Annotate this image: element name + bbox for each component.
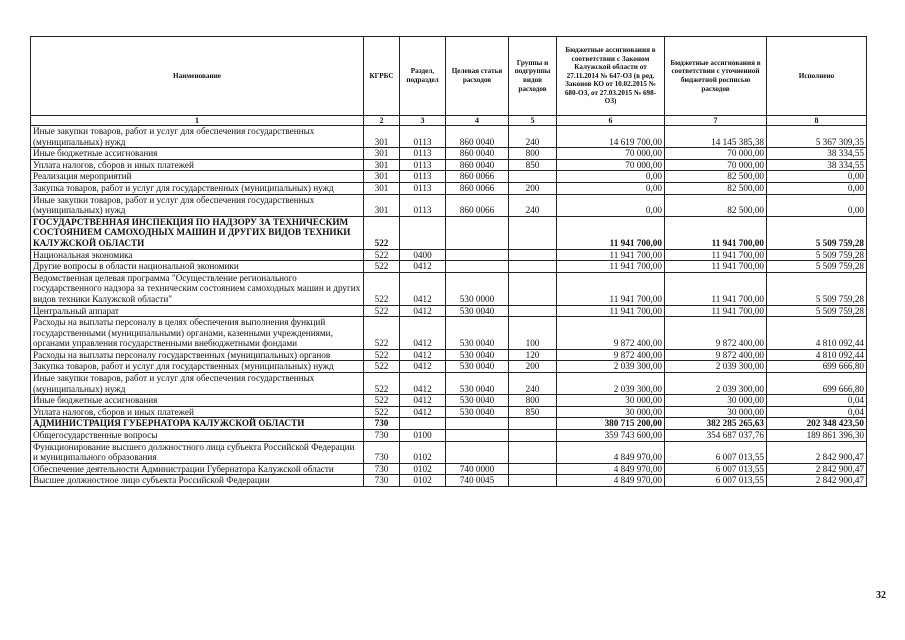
row-name: Другие вопросы в области национальной экономики — [31, 261, 364, 273]
row-law-amount: 9 872 400,00 — [557, 317, 665, 350]
row-target: 530 0040 — [446, 395, 509, 407]
row-refined-amount: 11 941 700,00 — [665, 272, 767, 305]
column-number: 8 — [767, 116, 867, 126]
row-law-amount: 359 743 600,00 — [557, 430, 665, 442]
row-name: Иные закупки товаров, работ и услуг для обеспечения государственных (муниципальных) нужд — [31, 126, 364, 148]
table-row — [31, 126, 867, 148]
row-kgrbs: 301 — [364, 171, 400, 183]
row-executed-amount: 2 842 900,47 — [767, 441, 867, 463]
header-groups: Группы и подгруппы видов расходов — [509, 37, 557, 116]
row-target: 860 0040 — [446, 159, 509, 171]
row-group — [509, 249, 557, 261]
row-executed-amount: 0,00 — [767, 182, 867, 194]
row-kgrbs: 522 — [364, 249, 400, 261]
row-group: 200 — [509, 182, 557, 194]
row-section: 0113 — [400, 182, 446, 194]
row-group — [509, 272, 557, 305]
row-group: 200 — [509, 361, 557, 373]
row-name: Общегосударственные вопросы — [31, 430, 364, 442]
row-target: 530 0000 — [446, 272, 509, 305]
row-target — [446, 261, 509, 273]
row-section: 0412 — [400, 373, 446, 395]
row-section: 0412 — [400, 261, 446, 273]
row-target: 530 0040 — [446, 361, 509, 373]
header-law: Бюджетные ассигнования в соответствии с Законом Калужской области от 27.11.2014 № 647-ОЗ (в ред. Законов КО от 10.02.2015 № 680-ОЗ, от 27.03.2015 № 698-ОЗ) — [557, 37, 665, 116]
row-kgrbs: 522 — [364, 349, 400, 361]
row-section: 0412 — [400, 272, 446, 305]
row-refined-amount: 30 000,00 — [665, 406, 767, 418]
row-refined-amount: 6 007 013,55 — [665, 441, 767, 463]
row-refined-amount: 382 285 265,63 — [665, 418, 767, 430]
row-section: 0412 — [400, 349, 446, 361]
row-target — [446, 430, 509, 442]
row-executed-amount: 5 509 759,28 — [767, 305, 867, 317]
row-target: 530 0040 — [446, 317, 509, 350]
row-target — [446, 249, 509, 261]
row-refined-amount: 82 500,00 — [665, 182, 767, 194]
row-section: 0113 — [400, 159, 446, 171]
row-executed-amount: 38 334,55 — [767, 148, 867, 160]
column-number: 2 — [364, 116, 400, 126]
header-executed: Исполнено — [767, 37, 867, 116]
row-law-amount: 11 941 700,00 — [557, 249, 665, 261]
row-executed-amount: 0,00 — [767, 194, 867, 216]
row-refined-amount: 70 000,00 — [665, 159, 767, 171]
row-name: Расходы на выплаты персоналу в целях обеспечения выполнения функций государственными (муниципальными) органами, казенными учреждениями, органами управления государственными внебюджетными фондами — [31, 317, 364, 350]
row-group: 240 — [509, 373, 557, 395]
header-target: Целевая статья расходов — [446, 37, 509, 116]
row-name: Ведомственная целевая программа "Осуществление регионального государственного надзора за техническим состоянием самоходных машин и других видов техники Калужской области" — [31, 272, 364, 305]
row-executed-amount: 4 810 092,44 — [767, 349, 867, 361]
row-executed-amount: 5 509 759,28 — [767, 272, 867, 305]
column-number: 1 — [31, 116, 364, 126]
row-law-amount: 70 000,00 — [557, 148, 665, 160]
row-section: 0102 — [400, 475, 446, 487]
row-target — [446, 216, 509, 249]
row-name: Иные бюджетные ассигнования — [31, 148, 364, 160]
row-refined-amount: 14 145 385,38 — [665, 126, 767, 148]
table-row — [31, 249, 867, 261]
row-executed-amount: 0,04 — [767, 406, 867, 418]
row-kgrbs: 522 — [364, 361, 400, 373]
row-executed-amount: 2 842 900,47 — [767, 463, 867, 475]
column-number: 3 — [400, 116, 446, 126]
row-target: 860 0066 — [446, 194, 509, 216]
row-law-amount: 0,00 — [557, 194, 665, 216]
row-law-amount: 30 000,00 — [557, 406, 665, 418]
header-kgrbs: КГРБС — [364, 37, 400, 116]
row-kgrbs: 522 — [364, 373, 400, 395]
row-section: 0412 — [400, 395, 446, 407]
table-row — [31, 418, 867, 430]
table-row — [31, 406, 867, 418]
table-row — [31, 159, 867, 171]
row-name: Закупка товаров, работ и услуг для государственных (муниципальных) нужд — [31, 182, 364, 194]
row-target: 530 0040 — [446, 373, 509, 395]
row-group: 240 — [509, 194, 557, 216]
row-name: Обеспечение деятельности Администрации Губернатора Калужской области — [31, 463, 364, 475]
column-number: 7 — [665, 116, 767, 126]
row-target — [446, 441, 509, 463]
row-group: 240 — [509, 126, 557, 148]
row-refined-amount: 11 941 700,00 — [665, 261, 767, 273]
table-row — [31, 182, 867, 194]
row-group — [509, 171, 557, 183]
row-kgrbs: 522 — [364, 272, 400, 305]
row-law-amount: 9 872 400,00 — [557, 349, 665, 361]
row-law-amount: 11 941 700,00 — [557, 305, 665, 317]
row-name: Высшее должностное лицо субъекта Российской Федерации — [31, 475, 364, 487]
row-law-amount: 0,00 — [557, 171, 665, 183]
table-row — [31, 272, 867, 305]
row-group: 800 — [509, 148, 557, 160]
row-target: 860 0066 — [446, 171, 509, 183]
row-target: 860 0066 — [446, 182, 509, 194]
table-row — [31, 261, 867, 273]
row-refined-amount: 11 941 700,00 — [665, 305, 767, 317]
row-executed-amount: 4 810 092,44 — [767, 317, 867, 350]
table-row — [31, 194, 867, 216]
row-executed-amount: 0,00 — [767, 171, 867, 183]
column-number: 4 — [446, 116, 509, 126]
row-kgrbs: 522 — [364, 395, 400, 407]
row-name: Иные бюджетные ассигнования — [31, 395, 364, 407]
row-section: 0113 — [400, 171, 446, 183]
row-name: ГОСУДАРСТВЕННАЯ ИНСПЕКЦИЯ ПО НАДЗОРУ ЗА ТЕХНИЧЕСКИМ СОСТОЯНИЕМ САМОХОДНЫХ МАШИН И ДРУГИХ ВИДОВ ТЕХНИКИ КАЛУЖСКОЙ ОБЛАСТИ — [31, 216, 364, 249]
row-kgrbs: 522 — [364, 261, 400, 273]
row-kgrbs: 730 — [364, 463, 400, 475]
header-name: Наименование — [31, 37, 364, 116]
row-law-amount: 0,00 — [557, 182, 665, 194]
row-section: 0412 — [400, 305, 446, 317]
row-kgrbs: 522 — [364, 216, 400, 249]
header-refined: Бюджетные ассигнования в соответствии с уточненной бюджетной росписью расходов — [665, 37, 767, 116]
row-section — [400, 216, 446, 249]
row-group — [509, 430, 557, 442]
table-row — [31, 171, 867, 183]
row-target: 530 0040 — [446, 406, 509, 418]
row-target: 740 0045 — [446, 475, 509, 487]
row-executed-amount: 2 842 900,47 — [767, 475, 867, 487]
row-kgrbs: 301 — [364, 159, 400, 171]
row-law-amount: 11 941 700,00 — [557, 272, 665, 305]
table-row — [31, 305, 867, 317]
row-kgrbs: 301 — [364, 148, 400, 160]
row-executed-amount: 0,04 — [767, 395, 867, 407]
row-refined-amount: 9 872 400,00 — [665, 349, 767, 361]
row-kgrbs: 730 — [364, 430, 400, 442]
row-refined-amount: 2 039 300,00 — [665, 361, 767, 373]
table-header-row — [31, 37, 867, 116]
row-kgrbs: 730 — [364, 418, 400, 430]
row-kgrbs: 522 — [364, 305, 400, 317]
row-group: 850 — [509, 406, 557, 418]
row-law-amount: 11 941 700,00 — [557, 261, 665, 273]
row-name: Уплата налогов, сборов и иных платежей — [31, 159, 364, 171]
row-executed-amount: 699 666,80 — [767, 373, 867, 395]
row-name: Иные закупки товаров, работ и услуг для обеспечения государственных (муниципальных) нужд — [31, 373, 364, 395]
row-kgrbs: 730 — [364, 475, 400, 487]
row-refined-amount: 82 500,00 — [665, 171, 767, 183]
row-section: 0102 — [400, 441, 446, 463]
row-section: 0113 — [400, 148, 446, 160]
row-section: 0113 — [400, 194, 446, 216]
row-target: 860 0040 — [446, 126, 509, 148]
row-kgrbs: 730 — [364, 441, 400, 463]
row-name: АДМИНИСТРАЦИЯ ГУБЕРНАТОРА КАЛУЖСКОЙ ОБЛАСТИ — [31, 418, 364, 430]
row-name: Центральный аппарат — [31, 305, 364, 317]
row-group — [509, 463, 557, 475]
row-refined-amount: 6 007 013,55 — [665, 463, 767, 475]
row-group: 850 — [509, 159, 557, 171]
page-number: 32 — [876, 590, 886, 601]
budget-table — [30, 36, 867, 487]
row-executed-amount: 5 509 759,28 — [767, 261, 867, 273]
row-law-amount: 30 000,00 — [557, 395, 665, 407]
row-refined-amount: 82 500,00 — [665, 194, 767, 216]
header-section: Раздел, подраздел — [400, 37, 446, 116]
row-refined-amount: 11 941 700,00 — [665, 249, 767, 261]
row-executed-amount: 38 334,55 — [767, 159, 867, 171]
table-row — [31, 349, 867, 361]
table-row — [31, 317, 867, 350]
row-group — [509, 475, 557, 487]
table-row — [31, 430, 867, 442]
row-group — [509, 418, 557, 430]
table-body — [31, 126, 867, 487]
table-row — [31, 373, 867, 395]
row-kgrbs: 522 — [364, 317, 400, 350]
column-number: 5 — [509, 116, 557, 126]
row-law-amount: 70 000,00 — [557, 159, 665, 171]
row-law-amount: 2 039 300,00 — [557, 373, 665, 395]
row-group — [509, 261, 557, 273]
row-section: 0412 — [400, 406, 446, 418]
row-refined-amount: 6 007 013,55 — [665, 475, 767, 487]
table-row — [31, 148, 867, 160]
row-executed-amount: 5 367 309,35 — [767, 126, 867, 148]
row-name: Иные закупки товаров, работ и услуг для обеспечения государственных (муниципальных) нужд — [31, 194, 364, 216]
row-group: 120 — [509, 349, 557, 361]
row-target: 860 0040 — [446, 148, 509, 160]
column-number-row — [31, 116, 867, 126]
row-section: 0412 — [400, 317, 446, 350]
row-executed-amount: 699 666,80 — [767, 361, 867, 373]
row-name: Уплата налогов, сборов и иных платежей — [31, 406, 364, 418]
row-refined-amount: 9 872 400,00 — [665, 317, 767, 350]
row-name: Расходы на выплаты персоналу государственных (муниципальных) органов — [31, 349, 364, 361]
row-section — [400, 418, 446, 430]
row-law-amount: 11 941 700,00 — [557, 216, 665, 249]
row-group — [509, 441, 557, 463]
table-row — [31, 361, 867, 373]
row-target: 530 0040 — [446, 349, 509, 361]
row-executed-amount: 5 509 759,28 — [767, 216, 867, 249]
budget-table-sheet — [30, 36, 866, 487]
row-group: 800 — [509, 395, 557, 407]
row-group — [509, 216, 557, 249]
row-group — [509, 305, 557, 317]
row-refined-amount: 11 941 700,00 — [665, 216, 767, 249]
row-name: Реализация мероприятий — [31, 171, 364, 183]
row-refined-amount: 70 000,00 — [665, 148, 767, 160]
row-law-amount: 4 849 970,00 — [557, 441, 665, 463]
row-target: 740 0000 — [446, 463, 509, 475]
row-kgrbs: 301 — [364, 194, 400, 216]
table-row — [31, 441, 867, 463]
row-refined-amount: 354 687 037,76 — [665, 430, 767, 442]
row-executed-amount: 202 348 423,50 — [767, 418, 867, 430]
row-kgrbs: 522 — [364, 406, 400, 418]
row-group: 100 — [509, 317, 557, 350]
row-law-amount: 4 849 970,00 — [557, 475, 665, 487]
row-law-amount: 2 039 300,00 — [557, 361, 665, 373]
table-row — [31, 475, 867, 487]
table-row — [31, 216, 867, 249]
row-section: 0412 — [400, 361, 446, 373]
column-number: 6 — [557, 116, 665, 126]
row-law-amount: 4 849 970,00 — [557, 463, 665, 475]
row-name: Национальная экономика — [31, 249, 364, 261]
row-law-amount: 14 619 700,00 — [557, 126, 665, 148]
row-executed-amount: 189 861 396,30 — [767, 430, 867, 442]
row-section: 0113 — [400, 126, 446, 148]
row-law-amount: 380 715 200,00 — [557, 418, 665, 430]
row-kgrbs: 301 — [364, 182, 400, 194]
row-name: Закупка товаров, работ и услуг для государственных (муниципальных) нужд — [31, 361, 364, 373]
row-target — [446, 418, 509, 430]
row-kgrbs: 301 — [364, 126, 400, 148]
row-section: 0100 — [400, 430, 446, 442]
row-target: 530 0040 — [446, 305, 509, 317]
table-row — [31, 395, 867, 407]
row-refined-amount: 2 039 300,00 — [665, 373, 767, 395]
table-row — [31, 463, 867, 475]
row-refined-amount: 30 000,00 — [665, 395, 767, 407]
row-executed-amount: 5 509 759,28 — [767, 249, 867, 261]
row-section: 0400 — [400, 249, 446, 261]
row-name: Функционирование высшего должностного лица субъекта Российской Федерации и муниципального образования — [31, 441, 364, 463]
row-section: 0102 — [400, 463, 446, 475]
